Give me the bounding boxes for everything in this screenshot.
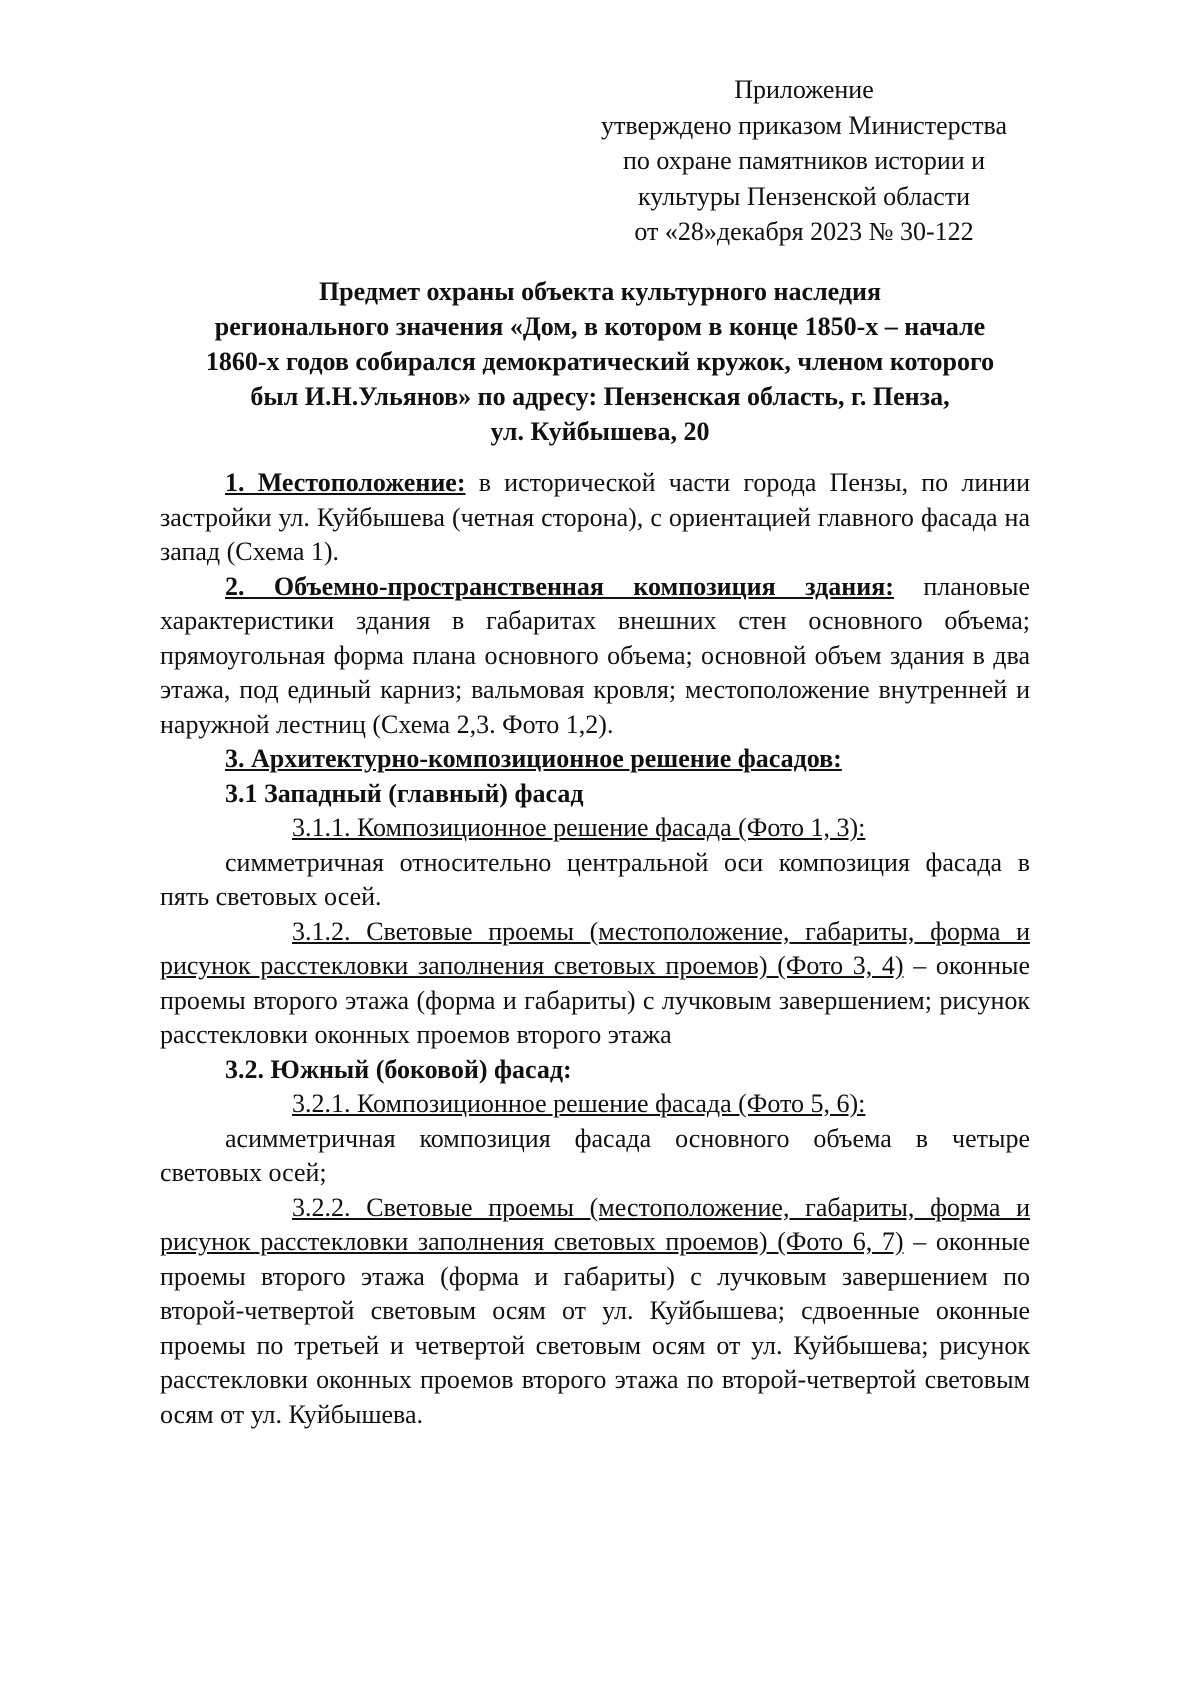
title-line: был И.Н.Ульянов» по адресу: Пензенская область, г. Пенза, xyxy=(250,382,950,411)
document-title xyxy=(160,274,1040,449)
section-heading: 1. Местоположение: xyxy=(225,468,466,497)
subsection-heading: 3.1 Западный (главный) фасад xyxy=(225,778,584,808)
title-line: регионального значения «Дом, в котором в конце 1850-х – начале xyxy=(214,312,986,341)
section-location xyxy=(160,466,1030,570)
clause-heading: 3.2.2. Световые проемы (местоположение, габариты, форма и рисунок расстекловки заполнения световых проемов) (Фото 6, 7) xyxy=(160,1192,1030,1256)
clause-text: – оконные проемы второго этажа (форма и габариты) с лучковым завершением; рисунок расстекловки оконных проемов второго этажа xyxy=(160,951,1030,1049)
clause-3-2-1-text xyxy=(160,1122,1030,1191)
subsection-west-facade xyxy=(160,777,1030,812)
approval-line: культуры Пензенской области xyxy=(637,181,971,211)
title-line: Предмет охраны объекта культурного наследия xyxy=(318,277,882,306)
clause-heading: 3.1.2. Световые проемы (местоположение, габариты, форма и рисунок расстекловки заполнения световых проемов) (Фото 3, 4) xyxy=(160,916,1030,980)
section-text: плановые характеристики здания в габаритах внешних стен основного объема; прямоугольная форма плана основного объема; основной объем здания в два этажа, под единый карниз; вальмовая кровля; местоположение внутренней и наружной лестниц (Схема 2,3. Фото 1,2). xyxy=(160,571,1030,739)
section-heading: 2. Объемно-пространственная композиция здания: xyxy=(225,571,894,601)
clause-3-2-1-heading xyxy=(160,1087,1030,1122)
clause-3-1-2 xyxy=(160,915,1030,1053)
approval-line: утверждено приказом Министерства xyxy=(600,110,1008,140)
title-line: ул. Куйбышева, 20 xyxy=(490,417,710,446)
section-facades xyxy=(160,742,1030,777)
subsection-heading: 3.2. Южный (боковой) фасад: xyxy=(225,1054,572,1084)
clause-3-1-1-heading xyxy=(160,811,1030,846)
clause-3-1-1-text xyxy=(160,846,1030,915)
clause-text: симметричная относительно центральной оси композиция фасада в пять световых осей. xyxy=(160,847,1030,911)
section-composition xyxy=(160,570,1030,743)
clause-3-2-2 xyxy=(160,1191,1030,1433)
section-text: в исторической части города Пензы, по линии застройки ул. Куйбышева (четная сторона), с ориентацией главного фасада на запад (Схема 1). xyxy=(160,468,1030,566)
approval-line: Приложение xyxy=(734,75,874,104)
clause-heading: 3.1.1. Композиционное решение фасада (Фото 1, 3): xyxy=(292,813,866,842)
approval-line: по охране памятников истории и xyxy=(622,146,986,175)
title-line: 1860-х годов собирался демократический кружок, членом которого xyxy=(205,347,995,376)
subsection-south-facade xyxy=(160,1053,1030,1088)
clause-text: асимметричная композиция фасада основного объема в четыре световых осей; xyxy=(160,1123,1030,1187)
clause-heading: 3.2.1. Композиционное решение фасада (Фото 5, 6): xyxy=(292,1089,866,1118)
approval-block xyxy=(598,72,1010,250)
approval-line: от «28»декабря 2023 № 30-122 xyxy=(634,217,974,246)
document-body xyxy=(160,466,1030,1432)
section-heading: 3. Архитектурно-композиционное решение фасадов: xyxy=(225,744,842,773)
clause-text: – оконные проемы второго этажа (форма и габариты) с лучковым завершением по второй-четвертой световым осям от ул. Куйбышева; сдвоенные оконные проемы по третьей и четвертой световым осям от ул. Куйбышева; рисунок расстекловки оконных проемов второго этажа по второй-четвертой световым осям от ул. Куйбышева. xyxy=(160,1227,1030,1429)
